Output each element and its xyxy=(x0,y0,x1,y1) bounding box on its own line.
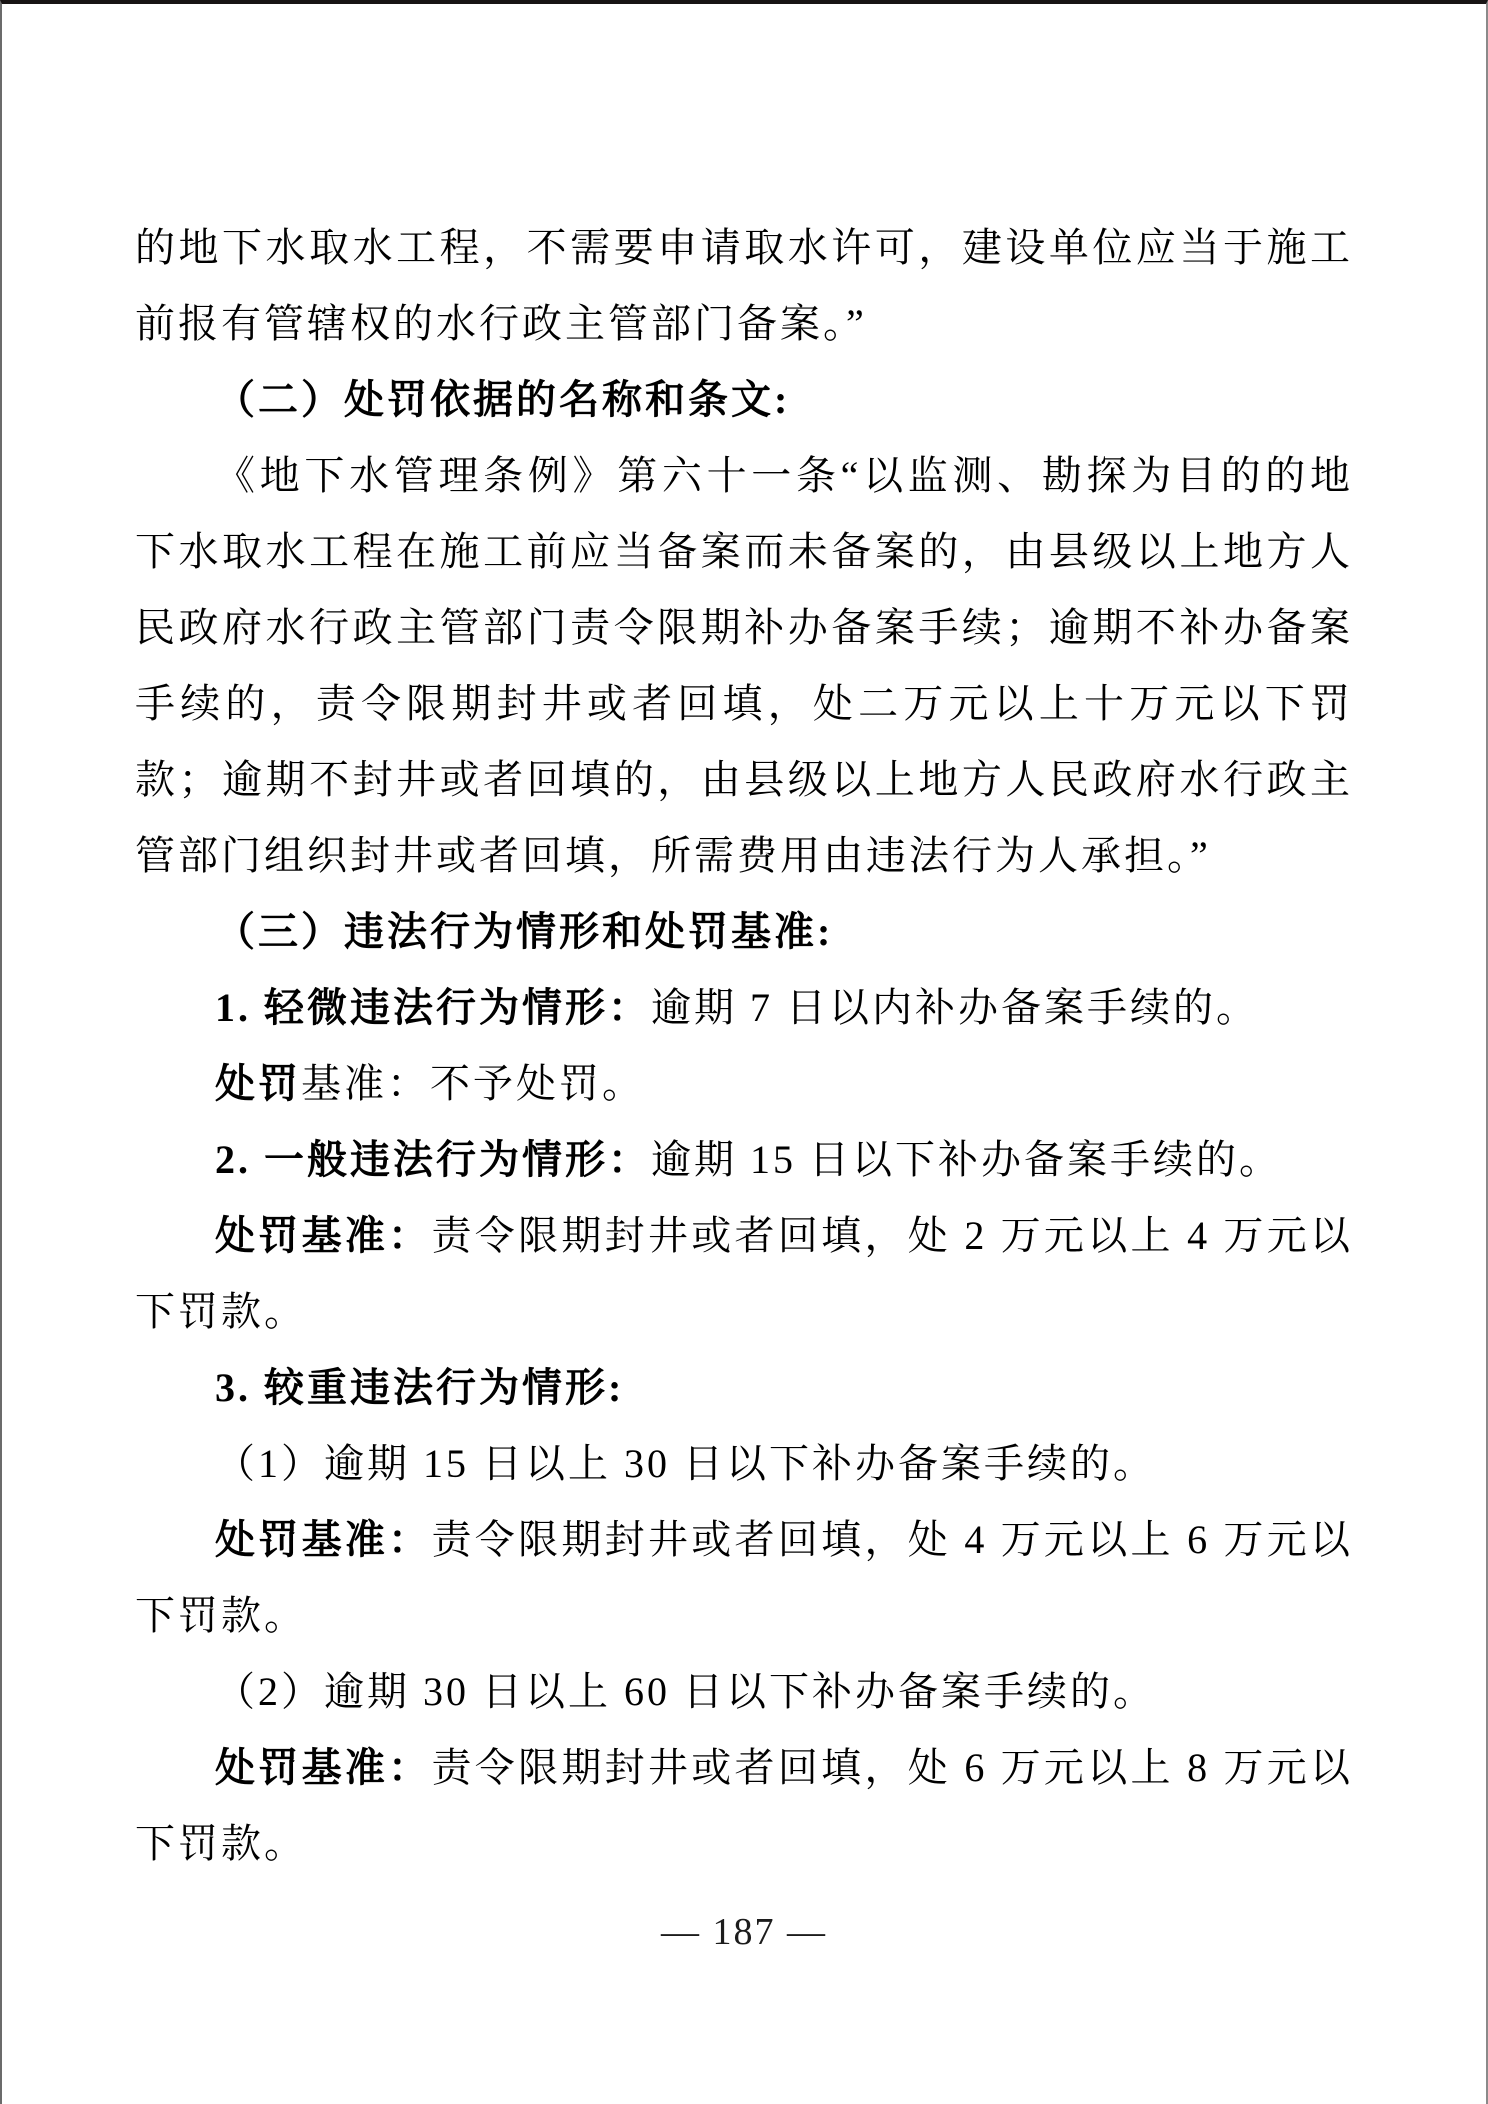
paragraph-label-text: 处罚基准： xyxy=(215,1213,432,1258)
paragraph-3 xyxy=(135,438,1353,894)
paragraph-body-text: 《地下水管理条例》第六十一条“以监测、勘探为目的的地下水取水工程在施工前应当备案而未备案的，由县级以上地方人民政府水行政主管部门责令限期补办备案手续；逾期不补办备案手续的，责令限期封井或者回填，处二万元以上十万元以下罚款；逾期不封井或者回填的，由县级以上地方人民政府水行政主管部门组织封井或者回填，所需费用由违法行为人承担。” xyxy=(135,453,1353,878)
paragraph-label-text: 处罚基准： xyxy=(215,1517,432,1562)
paragraph-label-text: （二）处罚依据的名称和条文: xyxy=(215,377,791,422)
paragraph-body-text: 逾期 15 日以下补办备案手续的。 xyxy=(651,1137,1282,1182)
paragraph-body-text: 责令限期封井或者回填，处 4 万元以上 6 万元以下罚款。 xyxy=(135,1517,1354,1638)
paragraph-10 xyxy=(135,1426,1353,1502)
paragraph-label-text: 3. 较重违法行为情形: xyxy=(215,1365,625,1410)
paragraph-label-text: 处罚基准： xyxy=(215,1745,432,1790)
paragraph-label-text: （三）违法行为情形和处罚基准: xyxy=(215,909,834,954)
paragraph-body-text: 的地下水取水工程，不需要申请取水许可，建设单位应当于施工前报有管辖权的水行政主管部门备案。” xyxy=(135,225,1353,346)
paragraph-body-text: （2）逾期 30 日以上 60 日以下补办备案手续的。 xyxy=(215,1669,1156,1714)
paragraph-label-text: 2. 一般违法行为情形： xyxy=(215,1137,651,1182)
paragraph-11 xyxy=(135,1502,1353,1654)
paragraph-6 xyxy=(135,1046,1353,1122)
paragraph-body-text: 基准：不予处罚。 xyxy=(301,1061,645,1106)
paragraph-2 xyxy=(135,362,1353,438)
paragraph-body-text: 责令限期封井或者回填，处 2 万元以上 4 万元以下罚款。 xyxy=(135,1213,1354,1334)
paragraph-body-text: 逾期 7 日以内补办备案手续的。 xyxy=(651,985,1259,1030)
paragraph-body-text: （1）逾期 15 日以上 30 日以下补办备案手续的。 xyxy=(215,1441,1156,1486)
paragraph-8 xyxy=(135,1198,1353,1350)
page-footer xyxy=(2,1906,1486,1958)
paragraph-body-text: 责令限期封井或者回填，处 6 万元以上 8 万元以下罚款。 xyxy=(135,1745,1354,1866)
paragraph-12 xyxy=(135,1654,1353,1730)
paragraph-13 xyxy=(135,1730,1353,1882)
page-number: — 187 — xyxy=(661,1911,827,1953)
paragraph-label-text: 处罚 xyxy=(215,1061,301,1106)
paragraph-5 xyxy=(135,970,1353,1046)
paragraph-7 xyxy=(135,1122,1353,1198)
paragraph-4 xyxy=(135,894,1353,970)
paragraph-9 xyxy=(135,1350,1353,1426)
paragraph-1 xyxy=(135,210,1353,362)
document-body xyxy=(135,210,1353,1882)
paragraph-label-text: 1. 轻微违法行为情形： xyxy=(215,985,651,1030)
